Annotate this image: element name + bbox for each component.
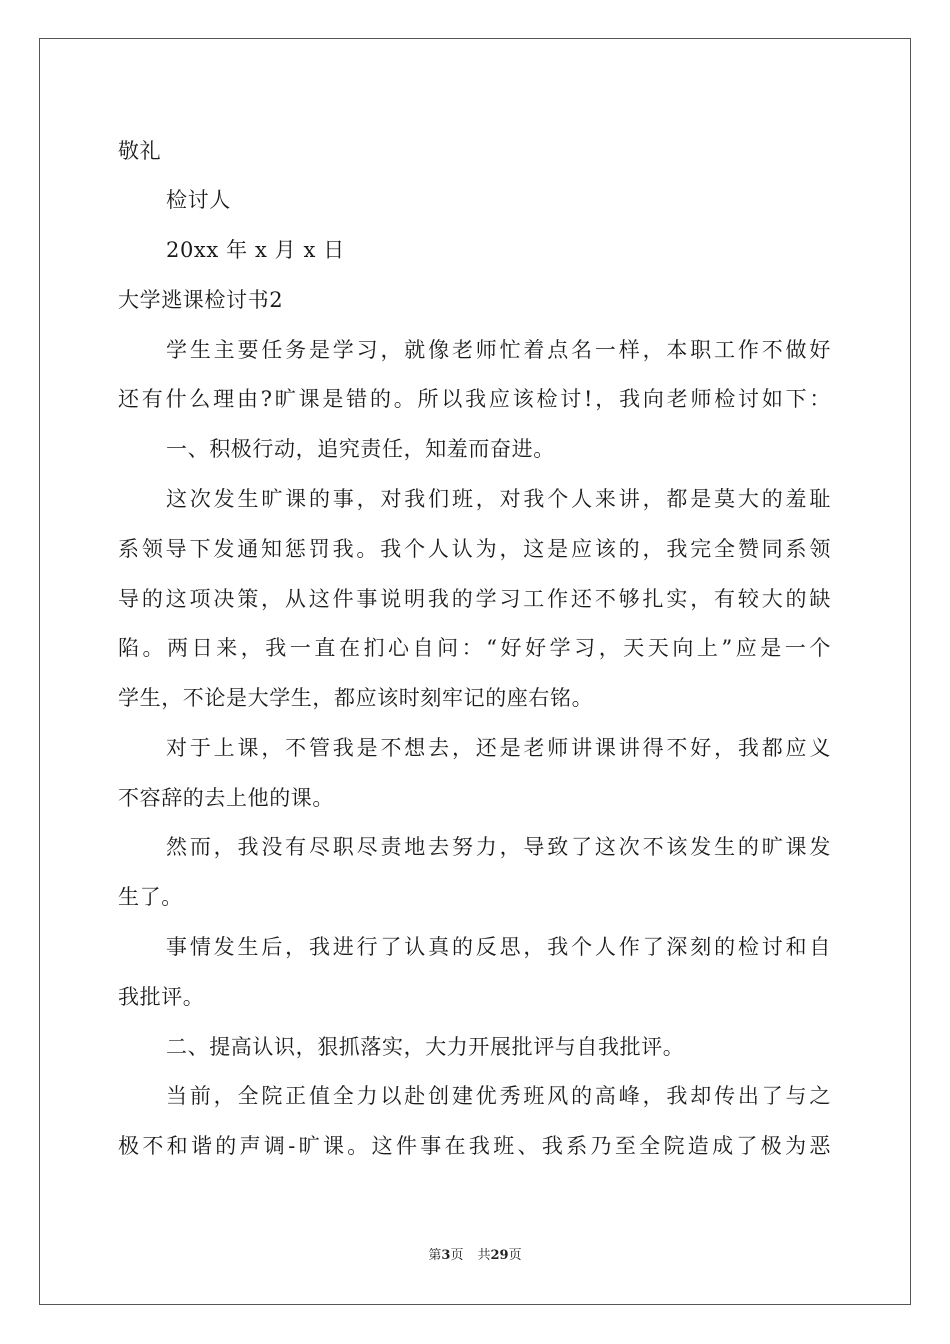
sub-heading: 二、提高认识，狠抓落实，大力开展批评与自我批评。 [166, 1035, 685, 1059]
signature-label: 检讨人 [166, 188, 231, 212]
text-line: 当前，全院正值全力以赴创建优秀班风的高峰，我却传出了与之 [166, 1084, 831, 1108]
text-line: 生了。 [118, 885, 183, 909]
total-page-count: 29 [490, 1248, 509, 1263]
text-line: 不容辞的去上他的课。 [118, 786, 334, 810]
current-page-number: 3 [441, 1248, 451, 1263]
sub-heading: 一、积极行动，追究责任，知羞而奋进。 [166, 437, 555, 461]
text-line: 对于上课，不管我是不想去，还是老师讲课讲得不好，我都应义 [166, 736, 831, 760]
text-line: 学生主要任务是学习，就像老师忙着点名一样，本职工作不做好 [166, 338, 831, 362]
page-label-prefix: 第 [428, 1248, 442, 1263]
text-line: 系领导下发通知惩罚我。我个人认为，这是应该的，我完全赞同系领 [118, 537, 831, 561]
closing-salutation: 敬礼 [118, 139, 162, 163]
text-line: 事情发生后，我进行了认真的反思，我个人作了深刻的检讨和自 [166, 935, 831, 959]
signature-date: 20xx 年 x 月 x 日 [166, 238, 345, 262]
text-line: 这次发生旷课的事，对我们班，对我个人来讲，都是莫大的羞耻 [166, 487, 831, 511]
text-line: 学生，不论是大学生，都应该时刻牢记的座右铭。 [118, 686, 594, 710]
total-label-suffix: 页 [508, 1248, 522, 1263]
text-line: 我批评。 [118, 985, 205, 1009]
total-label-prefix: 共 [477, 1248, 491, 1263]
page-footer [0, 1247, 950, 1265]
page-label-suffix: 页 [450, 1248, 464, 1263]
text-line: 极不和谐的声调-旷课。这件事在我班、我系乃至全院造成了极为恶 [118, 1134, 831, 1158]
page-border [39, 38, 911, 1305]
text-line: 然而，我没有尽职尽责地去努力，导致了这次不该发生的旷课发 [166, 835, 831, 859]
text-line: 还有什么理由?旷课是错的。所以我应该检讨!，我向老师检讨如下： [118, 387, 831, 411]
section-title: 大学逃课检讨书2 [118, 288, 284, 312]
text-line: 陷。两日来，我一直在扪心自问：“好好学习，天天向上”应是一个 [118, 636, 831, 660]
text-line: 导的这项决策，从这件事说明我的学习工作还不够扎实，有较大的缺 [118, 587, 831, 611]
